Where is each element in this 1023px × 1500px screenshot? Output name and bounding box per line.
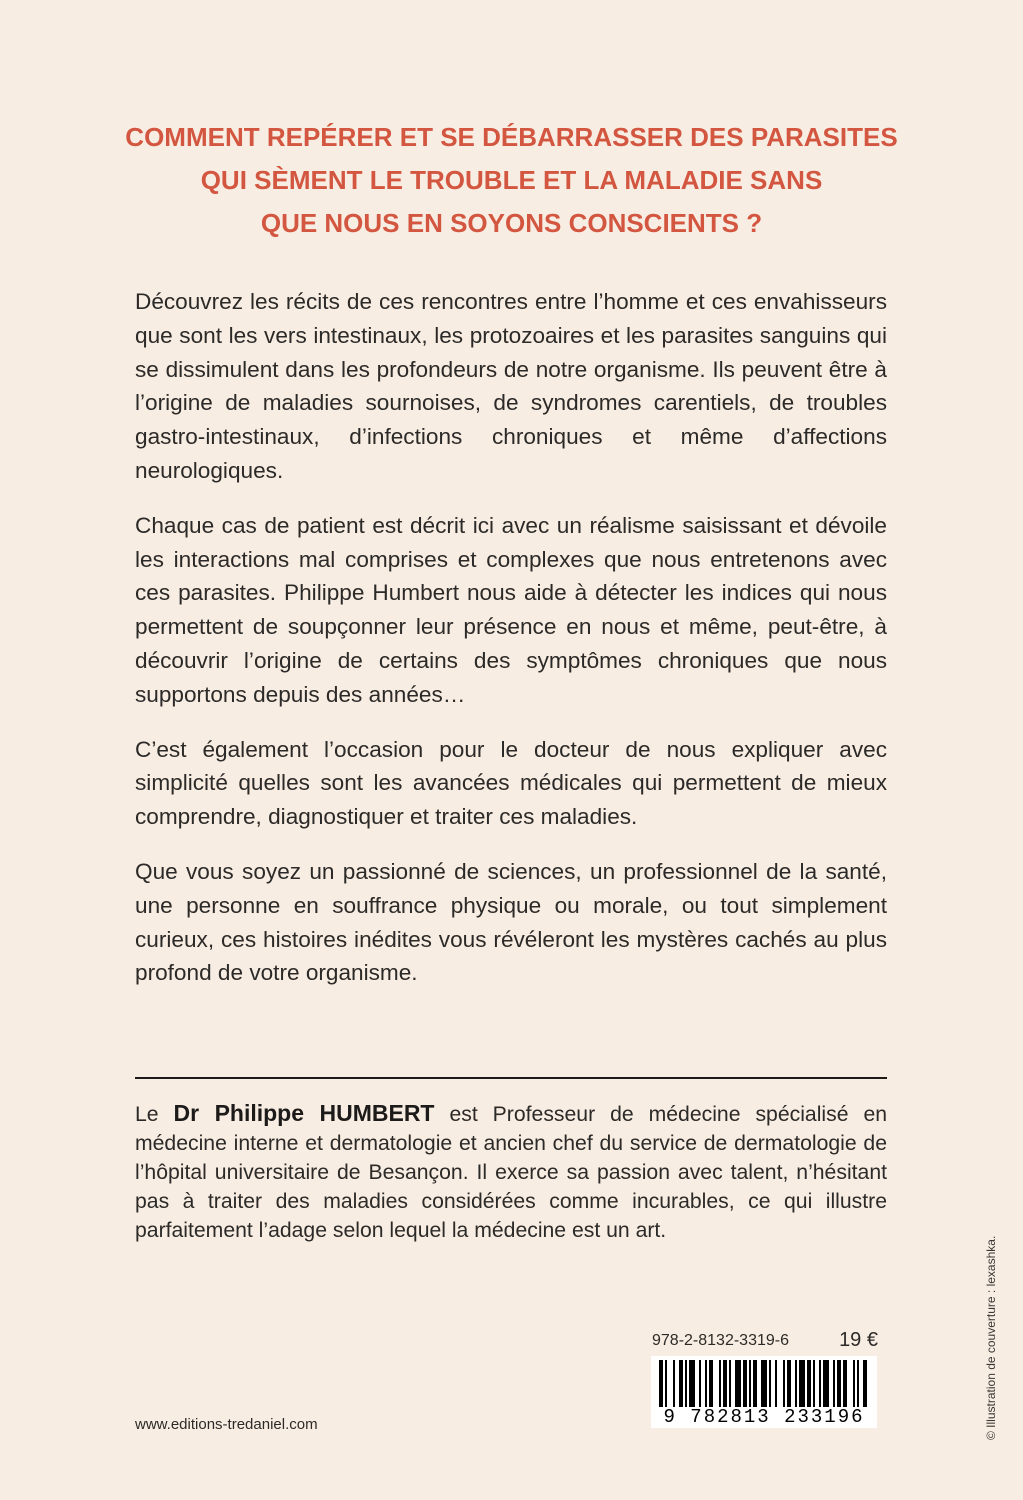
paragraph-advances: C’est également l’occasion pour le docteur de nous expliquer avec simplicité quelles sont les avancées médicales qui permettent de mieux comprendre, diagnostiquer et traiter ces maladies.	[135, 736, 887, 830]
barcode-bar	[659, 1360, 663, 1412]
barcode-bar	[783, 1360, 785, 1412]
paragraph-intro: Découvrez les récits de ces rencontres entre l’homme et ces envahisseurs que sont les vers intestinaux, les protozoaires et les parasites sanguins qui se dissimulent dans les profondeurs de notre organisme. Ils peuvent être à l’origine de maladies sournoises, de syndromes carentiels, de troubles gastro-intestinaux, d’infections chroniques et même d’affections neurologiques.	[135, 289, 887, 483]
barcode-bar	[853, 1360, 855, 1412]
description	[135, 285, 887, 1011]
barcode-bar	[749, 1360, 751, 1412]
price: 19 €	[839, 1329, 878, 1351]
barcode-bar	[719, 1360, 721, 1412]
isbn-price-row	[652, 1330, 882, 1354]
headline-line-2: QUI SÈMENT LE TROUBLE ET LA MALADIE SANS	[200, 165, 823, 195]
barcode-bar	[685, 1360, 687, 1412]
barcode-bar	[699, 1360, 701, 1412]
barcode-bar	[799, 1360, 805, 1412]
barcode-bar	[775, 1360, 777, 1412]
barcode-bar	[729, 1360, 731, 1412]
barcode-bar	[837, 1360, 841, 1412]
barcode-bar	[709, 1360, 713, 1412]
barcode-bar	[743, 1360, 747, 1412]
headline	[0, 116, 1023, 245]
barcode-bar	[795, 1360, 797, 1412]
barcode-bar	[833, 1360, 835, 1412]
barcode-bar	[843, 1360, 847, 1412]
isbn: 978-2-8132-3319-6	[652, 1332, 789, 1349]
barcode-bars	[651, 1356, 877, 1412]
barcode-bar	[787, 1360, 791, 1412]
barcode-bar	[673, 1360, 675, 1412]
barcode-bar	[863, 1360, 867, 1412]
barcode-bar	[723, 1360, 727, 1412]
barcode-bar	[761, 1360, 767, 1412]
bio-text: est Professeur de médecine spécialisé en médecine interne et dermatologie et ancien chef du service de dermatologie de l’hôpital universitaire de Besançon. Il exerce sa passion avec talent, n’hésitant pas à traiter des maladies considérées comme incurables, ce qui illustre parfaitement l’adage selon lequel la médecine est un art.	[135, 1103, 888, 1242]
barcode-bar	[705, 1360, 707, 1412]
barcode-bar	[857, 1360, 859, 1412]
author-name: Dr Philippe HUMBERT	[173, 1100, 435, 1126]
barcode-digits: 9 782813 233196	[657, 1407, 871, 1427]
barcode-bar	[735, 1360, 741, 1412]
headline-line-3: QUE NOUS EN SOYONS CONSCIENTS ?	[260, 208, 763, 238]
paragraph-patients: Chaque cas de patient est décrit ici avec un réalisme saisissant et dévoile les interactions mal comprises et complexes que nous entretenons avec ces parasites. Philippe Humbert nous aide à détecter les indices qui nous permettent de soupçonner leur présence en nous et même, peut-être, à découvrir l’origine de certains des symptômes chroniques que nous supportons depuis des années…	[135, 512, 887, 707]
barcode-bar	[679, 1360, 683, 1412]
barcode-bar	[819, 1360, 821, 1412]
bio-prefix: Le	[135, 1103, 159, 1126]
headline-line-1: COMMENT REPÉRER ET SE DÉBARRASSER DES PARASITES	[125, 122, 898, 152]
barcode-bar	[807, 1360, 811, 1412]
barcode-bar	[769, 1360, 771, 1412]
barcode-bar	[823, 1360, 829, 1412]
publisher-website[interactable]: www.editions-tredaniel.com	[135, 1416, 318, 1433]
barcode	[651, 1356, 877, 1428]
barcode-bar	[813, 1360, 815, 1412]
paragraph-audience: Que vous soyez un passionné de sciences, un professionnel de la santé, une personne en souffrance physique ou morale, ou tout simplement curieux, ces histoires inédites vous révéleront les mystères cachés au plus profond de votre organisme.	[135, 858, 887, 986]
divider	[135, 1077, 887, 1079]
barcode-bar	[689, 1360, 695, 1412]
barcode-bar	[665, 1360, 667, 1412]
barcode-bar	[753, 1360, 757, 1412]
cover-credit: © Illustration de couverture : lexashka.	[984, 1235, 998, 1440]
author-bio	[135, 1099, 887, 1245]
